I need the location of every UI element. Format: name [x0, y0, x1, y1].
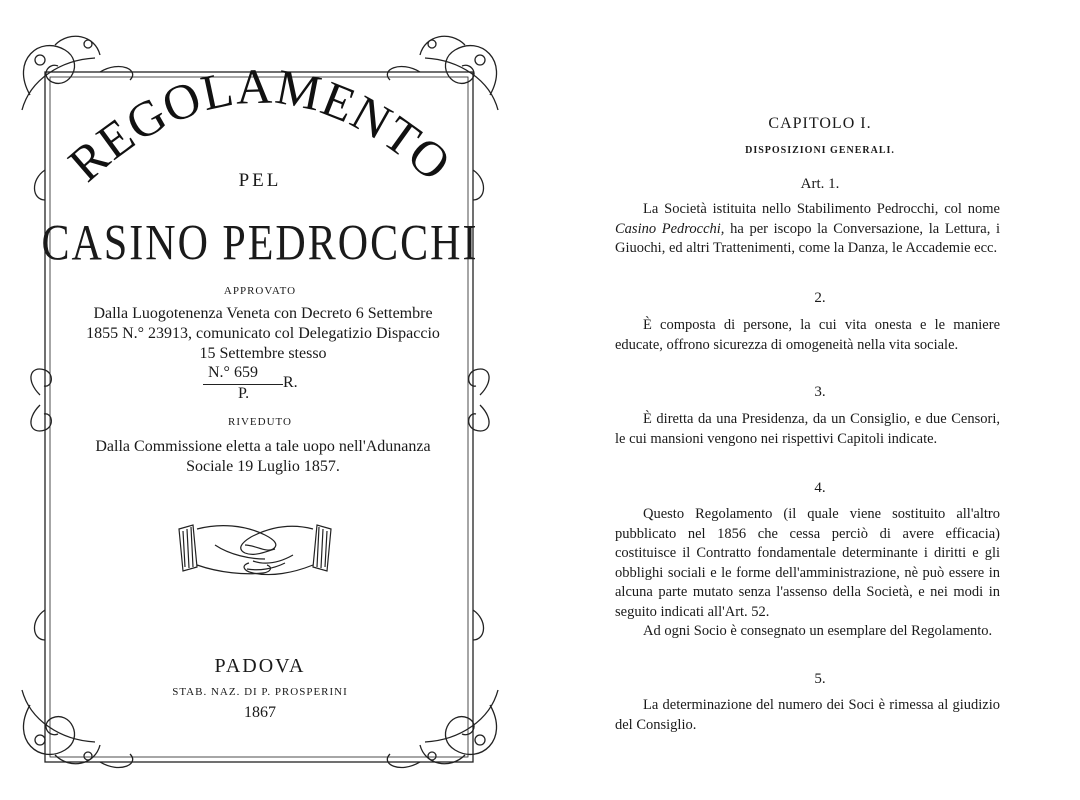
imprint-printer: STAB. NAZ. DI P. PROSPERINI [172, 686, 348, 698]
article-text: ha per iscopo la Conversazione, la Lettura, i Giuochi, ed altri Trattenimenti, come la Danza, le Accademie ecc. [615, 220, 1001, 256]
svg-text:REGOLAMENTO: REGOLAMENTO [57, 57, 463, 193]
article-paragraph [615, 200, 1000, 259]
commission-line: Sociale 19 Luglio 1857. [186, 458, 340, 475]
decree-line: 15 Settembre stesso [199, 345, 327, 362]
chapter-heading: CAPITOLO I. [768, 115, 872, 132]
title-casino-pedrocchi: CASINO PEDROCCHI [41, 216, 479, 272]
commission-text [70, 437, 456, 477]
handshake-icon [175, 515, 335, 585]
title-pel: PEL [238, 170, 282, 191]
title-page [0, 0, 520, 800]
article-number: 2. [814, 290, 826, 306]
article-paragraph: Ad ogni Socio è consegnato un esemplare del Regolamento. [643, 623, 993, 639]
article-italic: Casino Pedrocchi, [615, 220, 725, 237]
article-paragraph: La determinazione del numero dei Soci è rimessa al giudizio del Consiglio. [615, 697, 1000, 733]
decree-text [80, 304, 446, 364]
approvato-label: APPROVATO [223, 285, 297, 297]
decree-line: Dalla Luogotenenza Veneta con Decreto 6 Settembre [93, 305, 433, 322]
article-number: 3. [814, 384, 826, 400]
article-number: 5. [814, 671, 826, 687]
article-number: 4. [814, 480, 826, 496]
article-number: Art. 1. [800, 176, 840, 192]
article-paragraph: Questo Regolamento (il quale viene sostituito all'altro pubblicato nel 1856 che cessa perciò di avere efficacia) costituisce il Contratto fondamentale determinante i diritti e gli obblighi sociali e le forme dell'amministrazione, nè può essere in alcuna parte mutato senza l'assenso della Società, e nei modi in seguito indicati all'Art. 52. [615, 506, 1000, 620]
arched-title [0, 0, 520, 240]
article-text: La Società istituita nello Stabilimento Pedrocchi, col nome [643, 201, 1000, 217]
registry-denominator: P. [238, 385, 250, 402]
imprint-city: PADOVA [214, 655, 306, 677]
registry-suffix: R. [283, 374, 298, 391]
chapter-subheading: DISPOSIZIONI GENERALI. [745, 145, 895, 156]
text-page [560, 0, 1080, 800]
decree-line: 1855 N.° 23913, comunicato col Delegatizio Dispaccio [86, 325, 440, 342]
article-paragraph: È diretta da una Presidenza, da un Consiglio, e due Censori, le cui mansioni vengono nei rispettivi Capitoli indicate. [615, 411, 1000, 447]
riveduto-label: RIVEDUTO [227, 416, 292, 428]
article-paragraph: È composta di persone, la cui vita onesta e le maniere educate, offrono sicurezza di omogeneità nella vita sociale. [615, 317, 1000, 353]
commission-line: Dalla Commissione eletta a tale uopo nell'Adunanza [95, 438, 431, 455]
imprint-year: 1867 [244, 704, 276, 721]
registry-number: N.° 659 [208, 364, 258, 381]
